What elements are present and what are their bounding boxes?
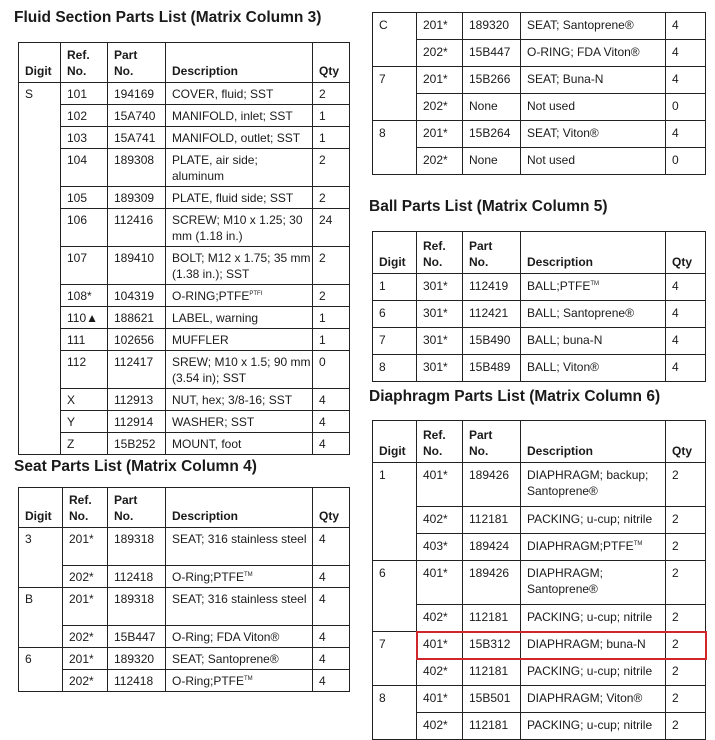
diaphragm-parts-table (372, 420, 706, 740)
description-text: LABEL, warning (172, 311, 259, 325)
digit-cell: 8 (373, 686, 417, 740)
ref-no-cell: 301* (417, 355, 463, 382)
table-row (19, 389, 350, 411)
part-no-cell: 112417 (108, 351, 166, 389)
description-text: BALL; Viton® (527, 360, 599, 374)
digit-cell: 3 (19, 528, 63, 588)
digit-cell: S (19, 83, 61, 455)
table-row (373, 659, 706, 686)
qty-cell: 1 (313, 127, 350, 149)
fluid-section-parts-table (18, 42, 350, 455)
column-header-ref: Ref. No. (63, 488, 108, 528)
ref-no-cell: 103 (61, 127, 108, 149)
qty-cell: 2 (666, 507, 706, 534)
qty-cell: 0 (313, 351, 350, 389)
part-no-cell: 112418 (108, 670, 166, 692)
description-cell (521, 561, 666, 605)
description-text: O-Ring;PTFE (172, 674, 245, 688)
ref-no-cell: 301* (417, 328, 463, 355)
description-cell (166, 670, 313, 692)
table-row (373, 40, 706, 67)
description-cell (521, 463, 666, 507)
digit-cell: B (19, 588, 63, 648)
part-no-cell: 15A741 (108, 127, 166, 149)
part-no-cell: 188621 (108, 307, 166, 329)
table-row (19, 149, 350, 187)
part-no-cell: None (463, 94, 521, 121)
qty-cell: 4 (666, 121, 706, 148)
qty-cell: 4 (666, 328, 706, 355)
part-no-cell: 15B264 (463, 121, 521, 148)
part-no-cell: 104319 (108, 285, 166, 307)
description-cell (166, 329, 313, 351)
table-row (373, 301, 706, 328)
description-cell (166, 247, 313, 285)
column-header-desc: Description (166, 488, 313, 528)
qty-cell: 4 (313, 411, 350, 433)
digit-cell: 7 (373, 632, 417, 686)
ref-no-cell: 108* (61, 285, 108, 307)
part-no-cell: 189426 (463, 463, 521, 507)
table-row (19, 329, 350, 351)
qty-cell: 2 (313, 187, 350, 209)
ref-no-cell: 301* (417, 274, 463, 301)
description-cell (166, 566, 313, 588)
description-text: DIAPHRAGM; Viton® (527, 691, 643, 705)
description-text: PACKING; u-cup; nitrile (527, 718, 653, 732)
description-cell (166, 411, 313, 433)
description-cell (166, 209, 313, 247)
ref-no-cell: 201* (63, 528, 108, 566)
description-cell (521, 67, 666, 94)
description-cell (521, 148, 666, 175)
column-header-digit: Digit (373, 421, 417, 463)
description-text: NUT, hex; 3/8-16; SST (172, 393, 293, 407)
qty-cell: 2 (666, 534, 706, 561)
ref-no-cell: 201* (63, 588, 108, 626)
description-cell (166, 105, 313, 127)
trademark-superscript: TM (244, 572, 253, 578)
part-no-cell: 112181 (463, 507, 521, 534)
table-row (19, 566, 350, 588)
description-cell (521, 605, 666, 632)
part-no-cell: 194169 (108, 83, 166, 105)
qty-cell: 2 (666, 632, 706, 659)
description-cell (166, 127, 313, 149)
table-header-row (373, 232, 706, 274)
table-row (373, 355, 706, 382)
description-cell (521, 13, 666, 40)
table-header-row (19, 488, 350, 528)
description-cell (166, 528, 313, 566)
description-text: MANIFOLD, outlet; SST (172, 131, 301, 145)
part-no-cell: 189410 (108, 247, 166, 285)
part-no-cell: 112181 (463, 659, 521, 686)
part-no-cell: 112181 (463, 713, 521, 740)
description-text: SEAT; 316 stainless steel (172, 592, 307, 606)
table-row (19, 648, 350, 670)
part-no-cell: 189318 (108, 528, 166, 566)
qty-cell: 2 (666, 659, 706, 686)
table-row (373, 94, 706, 121)
description-cell (521, 686, 666, 713)
ball-parts-title: Ball Parts List (Matrix Column 5) (369, 198, 608, 215)
part-no-cell: 112418 (108, 566, 166, 588)
ref-no-cell: 402* (417, 507, 463, 534)
table-row (373, 463, 706, 507)
ref-no-cell: 111 (61, 329, 108, 351)
ref-no-cell: 102 (61, 105, 108, 127)
description-cell (166, 307, 313, 329)
column-header-digit: Digit (19, 43, 61, 83)
qty-cell: 1 (313, 329, 350, 351)
description-cell (166, 648, 313, 670)
qty-cell: 4 (313, 588, 350, 626)
ref-no-cell: 112 (61, 351, 108, 389)
ref-no-cell: 402* (417, 713, 463, 740)
part-no-cell: 15B501 (463, 686, 521, 713)
description-text: PACKING; u-cup; nitrile (527, 512, 653, 526)
description-text: PACKING; u-cup; nitrile (527, 664, 653, 678)
description-text: COVER, fluid; SST (172, 87, 274, 101)
fluid-section-title: Fluid Section Parts List (Matrix Column 3) (14, 9, 322, 26)
part-no-cell: 189426 (463, 561, 521, 605)
description-cell (166, 187, 313, 209)
description-cell (521, 355, 666, 382)
ref-no-cell: 402* (417, 605, 463, 632)
qty-cell: 4 (313, 389, 350, 411)
qty-cell: 4 (666, 67, 706, 94)
ref-no-cell: 202* (417, 148, 463, 175)
qty-cell: 2 (666, 561, 706, 605)
digit-cell: 1 (373, 463, 417, 561)
table-row (19, 351, 350, 389)
column-header-desc: Description (166, 43, 313, 83)
description-text: MUFFLER (172, 333, 229, 347)
description-text: PLATE, fluid side; SST (172, 191, 294, 205)
ref-no-cell: 201* (63, 648, 108, 670)
trademark-superscript: TM (633, 541, 643, 547)
ref-no-cell: 401* (417, 561, 463, 605)
description-text: O-RING;PTFE (172, 289, 250, 303)
table-row (373, 507, 706, 534)
digit-cell: 6 (373, 561, 417, 632)
description-text: DIAPHRAGM;PTFE (527, 539, 634, 553)
qty-cell: 1 (313, 105, 350, 127)
description-text: O-Ring; FDA Viton® (172, 630, 280, 644)
qty-cell: 4 (666, 40, 706, 67)
qty-cell: 2 (313, 247, 350, 285)
ref-no-cell: 401* (417, 632, 463, 659)
seat-parts-table (18, 487, 350, 692)
description-cell (166, 83, 313, 105)
qty-cell: 0 (666, 148, 706, 175)
part-no-cell: 112914 (108, 411, 166, 433)
digit-cell: 7 (373, 328, 417, 355)
column-header-part: Part No. (108, 43, 166, 83)
description-text: WASHER; SST (172, 415, 255, 429)
description-cell (521, 507, 666, 534)
ref-no-cell: 202* (417, 40, 463, 67)
qty-cell: 1 (313, 307, 350, 329)
trademark-superscript: TM (590, 281, 600, 287)
trademark-superscript: PTFI (249, 291, 263, 297)
description-text: SEAT; Viton® (527, 126, 599, 140)
part-no-cell: 189320 (108, 648, 166, 670)
description-text: O-RING; FDA Viton® (527, 45, 640, 59)
part-no-cell: 15A740 (108, 105, 166, 127)
description-text: PACKING; u-cup; nitrile (527, 610, 653, 624)
description-text: BALL; Santoprene® (527, 306, 634, 320)
description-text: MANIFOLD, inlet; SST (172, 109, 293, 123)
digit-cell: 6 (19, 648, 63, 692)
table-row (373, 561, 706, 605)
part-no-cell: 15B447 (463, 40, 521, 67)
table-row (19, 209, 350, 247)
qty-cell: 2 (313, 149, 350, 187)
description-cell (166, 433, 313, 455)
qty-cell: 0 (666, 94, 706, 121)
ref-no-cell: 403* (417, 534, 463, 561)
column-header-part: Part No. (463, 421, 521, 463)
description-text: BOLT; M12 x 1.75; 35 mm (1.38 in.); SST (172, 251, 311, 281)
ref-no-cell: 104 (61, 149, 108, 187)
part-no-cell: 189309 (108, 187, 166, 209)
digit-cell: C (373, 13, 417, 67)
column-header-qty: Qty (313, 43, 350, 83)
part-no-cell: 112181 (463, 605, 521, 632)
table-row (19, 187, 350, 209)
description-cell (521, 534, 666, 561)
column-header-digit: Digit (19, 488, 63, 528)
table-row (373, 713, 706, 740)
table-row (19, 433, 350, 455)
ref-no-cell: Z (61, 433, 108, 455)
part-no-cell: 189320 (463, 13, 521, 40)
column-header-qty: Qty (666, 232, 706, 274)
table-row (19, 247, 350, 285)
qty-cell: 2 (666, 605, 706, 632)
part-no-cell: None (463, 148, 521, 175)
qty-cell: 4 (313, 648, 350, 670)
part-no-cell: 189424 (463, 534, 521, 561)
description-cell (166, 389, 313, 411)
ref-no-cell: 201* (417, 13, 463, 40)
table-row (373, 13, 706, 40)
part-no-cell: 189318 (108, 588, 166, 626)
part-no-cell: 15B312 (463, 632, 521, 659)
qty-cell: 4 (313, 566, 350, 588)
description-text: DIAPHRAGM; buna-N (527, 637, 646, 651)
ref-no-cell: 202* (63, 566, 108, 588)
qty-cell: 4 (666, 355, 706, 382)
table-row (373, 328, 706, 355)
ball-parts-table (372, 231, 706, 382)
description-text: MOUNT, foot (172, 437, 242, 451)
description-cell (521, 40, 666, 67)
description-cell (521, 274, 666, 301)
seat-parts-title: Seat Parts List (Matrix Column 4) (14, 458, 257, 475)
description-text: O-Ring;PTFE (172, 570, 245, 584)
part-no-cell: 15B252 (108, 433, 166, 455)
table-row (19, 588, 350, 626)
diaphragm-parts-title: Diaphragm Parts List (Matrix Column 6) (369, 388, 661, 405)
qty-cell: 4 (313, 528, 350, 566)
table-row (19, 670, 350, 692)
digit-cell: 8 (373, 355, 417, 382)
column-header-qty: Qty (313, 488, 350, 528)
ref-no-cell: 110▲ (61, 307, 108, 329)
ref-no-cell: 105 (61, 187, 108, 209)
table-row (373, 534, 706, 561)
part-no-cell: 112419 (463, 274, 521, 301)
part-no-cell: 15B490 (463, 328, 521, 355)
ref-no-cell: 202* (417, 94, 463, 121)
description-text: BALL;PTFE (527, 279, 591, 293)
table-row (373, 121, 706, 148)
column-header-part: Part No. (463, 232, 521, 274)
description-cell (166, 149, 313, 187)
ref-no-cell: 401* (417, 686, 463, 713)
qty-cell: 2 (313, 285, 350, 307)
ref-no-cell: 301* (417, 301, 463, 328)
description-cell (166, 588, 313, 626)
table-row (19, 528, 350, 566)
qty-cell: 2 (313, 83, 350, 105)
table-row (19, 307, 350, 329)
seat-parts-table-continued (372, 12, 706, 175)
qty-cell: 2 (666, 463, 706, 507)
digit-cell: 8 (373, 121, 417, 175)
digit-cell: 1 (373, 274, 417, 301)
description-cell (521, 301, 666, 328)
table-header-row (373, 421, 706, 463)
table-header-row (19, 43, 350, 83)
table-row (19, 83, 350, 105)
part-no-cell: 112416 (108, 209, 166, 247)
description-text: DIAPHRAGM; Santoprene® (527, 566, 604, 596)
ref-no-cell: 107 (61, 247, 108, 285)
column-header-ref: Ref. No. (417, 232, 463, 274)
ref-no-cell: Y (61, 411, 108, 433)
ref-no-cell: 202* (63, 670, 108, 692)
ref-no-cell: 401* (417, 463, 463, 507)
table-row (19, 127, 350, 149)
description-cell (166, 626, 313, 648)
part-no-cell: 15B447 (108, 626, 166, 648)
description-text: SEAT; Buna-N (527, 72, 604, 86)
description-cell (521, 328, 666, 355)
column-header-desc: Description (521, 421, 666, 463)
digit-cell: 7 (373, 67, 417, 121)
part-no-cell: 189308 (108, 149, 166, 187)
description-text: Not used (527, 99, 576, 113)
column-header-desc: Description (521, 232, 666, 274)
description-cell (521, 659, 666, 686)
table-row (19, 626, 350, 648)
ref-no-cell: 106 (61, 209, 108, 247)
trademark-superscript: TM (244, 676, 253, 682)
ref-no-cell: 201* (417, 67, 463, 94)
table-row (19, 105, 350, 127)
description-text: SCREW; M10 x 1.25; 30 mm (1.18 in.) (172, 213, 303, 243)
highlight-box (416, 631, 707, 660)
ref-no-cell: 402* (417, 659, 463, 686)
column-header-qty: Qty (666, 421, 706, 463)
qty-cell: 4 (666, 301, 706, 328)
part-no-cell: 15B266 (463, 67, 521, 94)
table-row (373, 605, 706, 632)
description-text: SREW; M10 x 1.5; 90 mm (3.54 in); SST (172, 355, 311, 385)
qty-cell: 24 (313, 209, 350, 247)
description-text: DIAPHRAGM; backup; Santoprene® (527, 468, 649, 498)
column-header-part: Part No. (108, 488, 166, 528)
table-row (373, 274, 706, 301)
description-cell (521, 121, 666, 148)
ref-no-cell: X (61, 389, 108, 411)
table-row (373, 67, 706, 94)
part-no-cell: 112913 (108, 389, 166, 411)
description-text: BALL; buna-N (527, 333, 603, 347)
part-no-cell: 112421 (463, 301, 521, 328)
column-header-ref: Ref. No. (61, 43, 108, 83)
column-header-digit: Digit (373, 232, 417, 274)
qty-cell: 2 (666, 686, 706, 713)
description-text: SEAT; Santoprene® (527, 18, 634, 32)
description-cell (166, 285, 313, 307)
qty-cell: 4 (666, 274, 706, 301)
digit-cell: 6 (373, 301, 417, 328)
description-cell (521, 713, 666, 740)
description-text: Not used (527, 153, 576, 167)
description-cell (521, 94, 666, 121)
ref-no-cell: 201* (417, 121, 463, 148)
table-row (19, 285, 350, 307)
table-row (373, 686, 706, 713)
qty-cell: 2 (666, 713, 706, 740)
description-cell (166, 351, 313, 389)
qty-cell: 4 (313, 626, 350, 648)
table-row (19, 411, 350, 433)
description-text: PLATE, air side; aluminum (172, 153, 258, 183)
ref-no-cell: 202* (63, 626, 108, 648)
part-no-cell: 15B489 (463, 355, 521, 382)
qty-cell: 4 (666, 13, 706, 40)
description-text: SEAT; 316 stainless steel (172, 532, 307, 546)
ref-no-cell: 101 (61, 83, 108, 105)
part-no-cell: 102656 (108, 329, 166, 351)
qty-cell: 4 (313, 670, 350, 692)
qty-cell: 4 (313, 433, 350, 455)
table-row (373, 148, 706, 175)
column-header-ref: Ref. No. (417, 421, 463, 463)
description-text: SEAT; Santoprene® (172, 652, 279, 666)
